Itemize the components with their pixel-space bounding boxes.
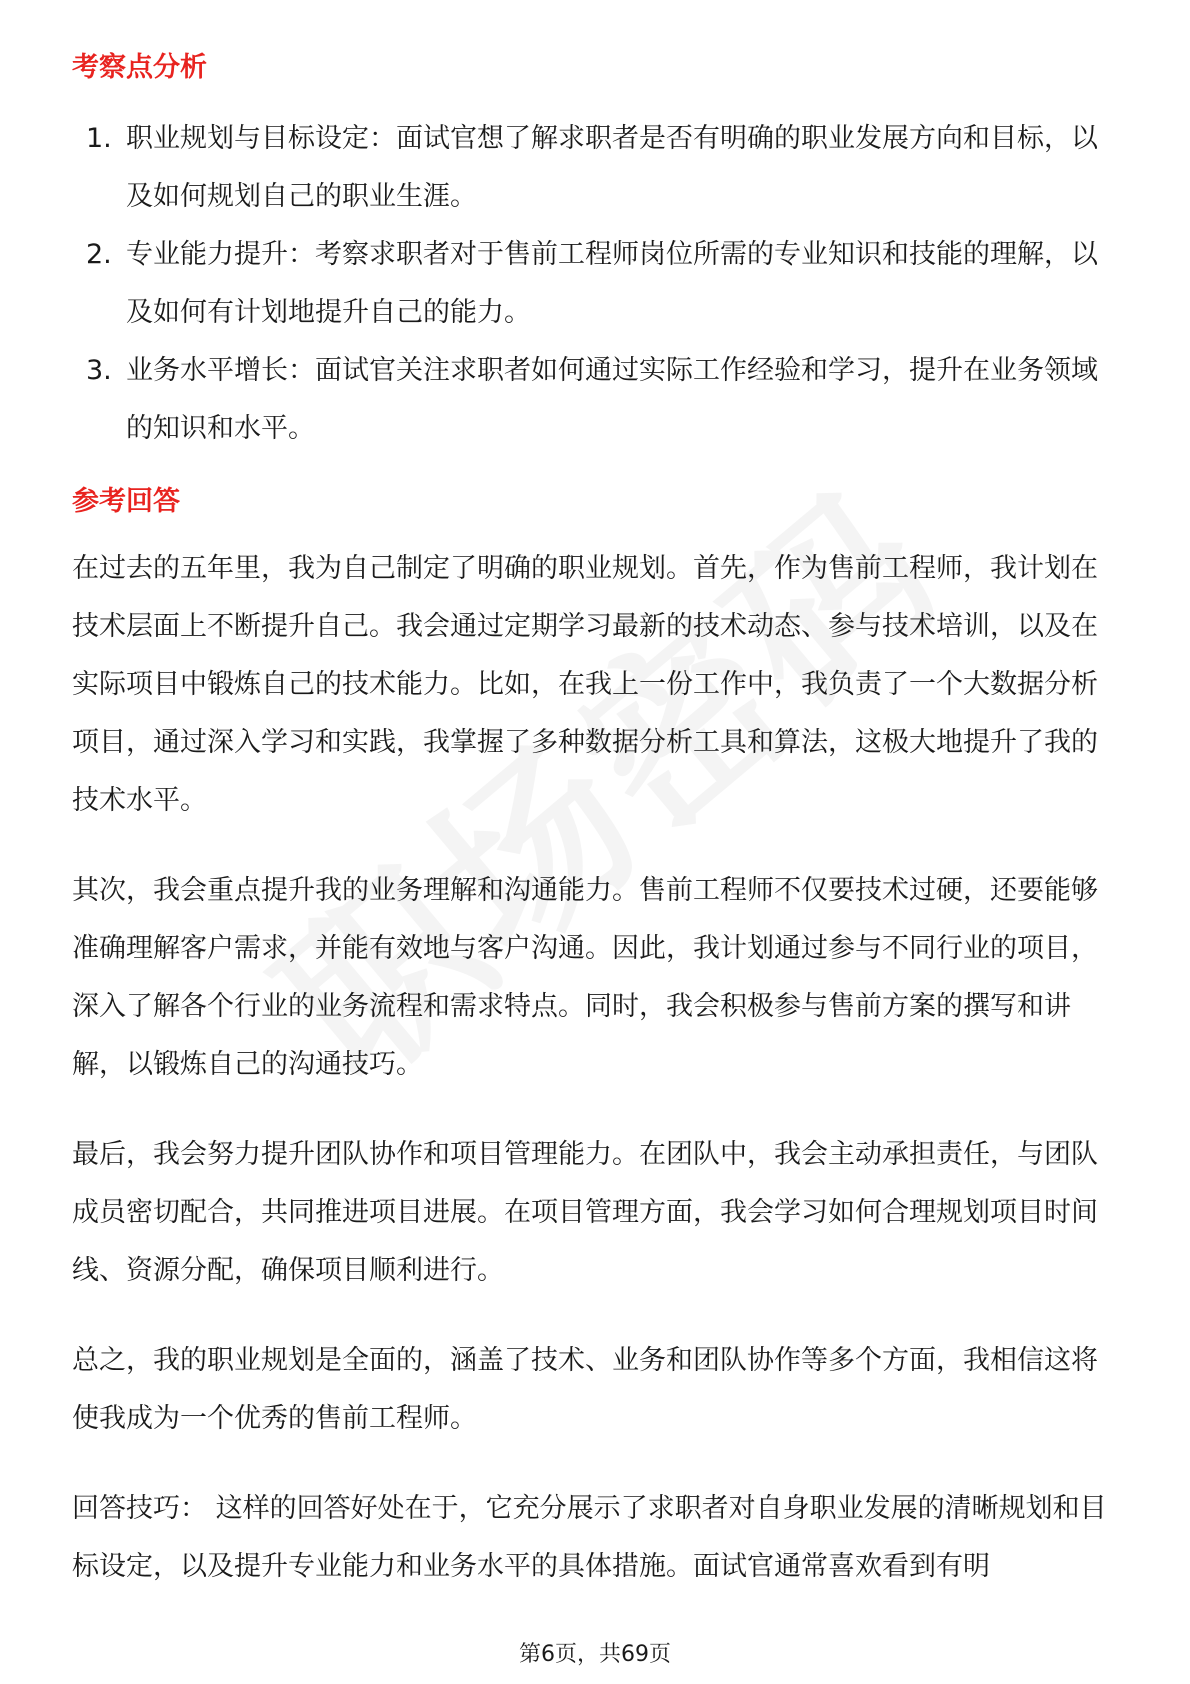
list-item xyxy=(72,226,1118,342)
answer-body xyxy=(72,540,1118,1596)
analysis-section-title: 考察点分析 xyxy=(72,52,207,83)
page-number: 第6页，共69页 xyxy=(519,1642,671,1667)
list-item-number: 2. xyxy=(86,239,112,270)
answer-paragraph: 总之，我的职业规划是全面的，涵盖了技术、业务和团队协作等多个方面，我相信这将使我成为一个优秀的售前工程师。 xyxy=(72,1345,1098,1434)
answer-tips-paragraph: 回答技巧： 这样的回答好处在于，它充分展示了求职者对自身职业发展的清晰规划和目标设定，以及提升专业能力和业务水平的具体措施。面试官通常喜欢看到有明 xyxy=(72,1493,1107,1582)
list-item-text: 专业能力提升：考察求职者对于售前工程师岗位所需的专业知识和技能的理解，以及如何有计划地提升自己的能力。 xyxy=(126,239,1098,328)
answer-paragraph: 在过去的五年里，我为自己制定了明确的职业规划。首先，作为售前工程师，我计划在技术层面上不断提升自己。我会通过定期学习最新的技术动态、参与技术培训，以及在实际项目中锻炼自己的技术能力。比如，在我上一份工作中，我负责了一个大数据分析项目，通过深入学习和实践，我掌握了多种数据分析工具和算法，这极大地提升了我的技术水平。 xyxy=(72,553,1098,816)
list-item xyxy=(72,110,1118,226)
page-content xyxy=(72,48,1118,1596)
analysis-list xyxy=(72,110,1118,458)
list-item xyxy=(72,342,1118,458)
answer-paragraph: 最后，我会努力提升团队协作和项目管理能力。在团队中，我会主动承担责任，与团队成员密切配合，共同推进项目进展。在项目管理方面，我会学习如何合理规划项目时间线、资源分配，确保项目顺利进行。 xyxy=(72,1139,1098,1286)
list-item-number: 1. xyxy=(86,123,112,154)
list-item-text: 职业规划与目标设定：面试官想了解求职者是否有明确的职业发展方向和目标，以及如何规划自己的职业生涯。 xyxy=(126,123,1098,212)
list-item-text: 业务水平增长：面试官关注求职者如何通过实际工作经验和学习，提升在业务领域的知识和水平。 xyxy=(126,355,1098,444)
answer-section-title: 参考回答 xyxy=(72,486,180,517)
list-item-number: 3. xyxy=(86,355,112,386)
answer-paragraph: 其次，我会重点提升我的业务理解和沟通能力。售前工程师不仅要技术过硬，还要能够准确理解客户需求，并能有效地与客户沟通。因此，我计划通过参与不同行业的项目，深入了解各个行业的业务流程和需求特点。同时，我会积极参与售前方案的撰写和讲解，以锻炼自己的沟通技巧。 xyxy=(72,875,1098,1080)
